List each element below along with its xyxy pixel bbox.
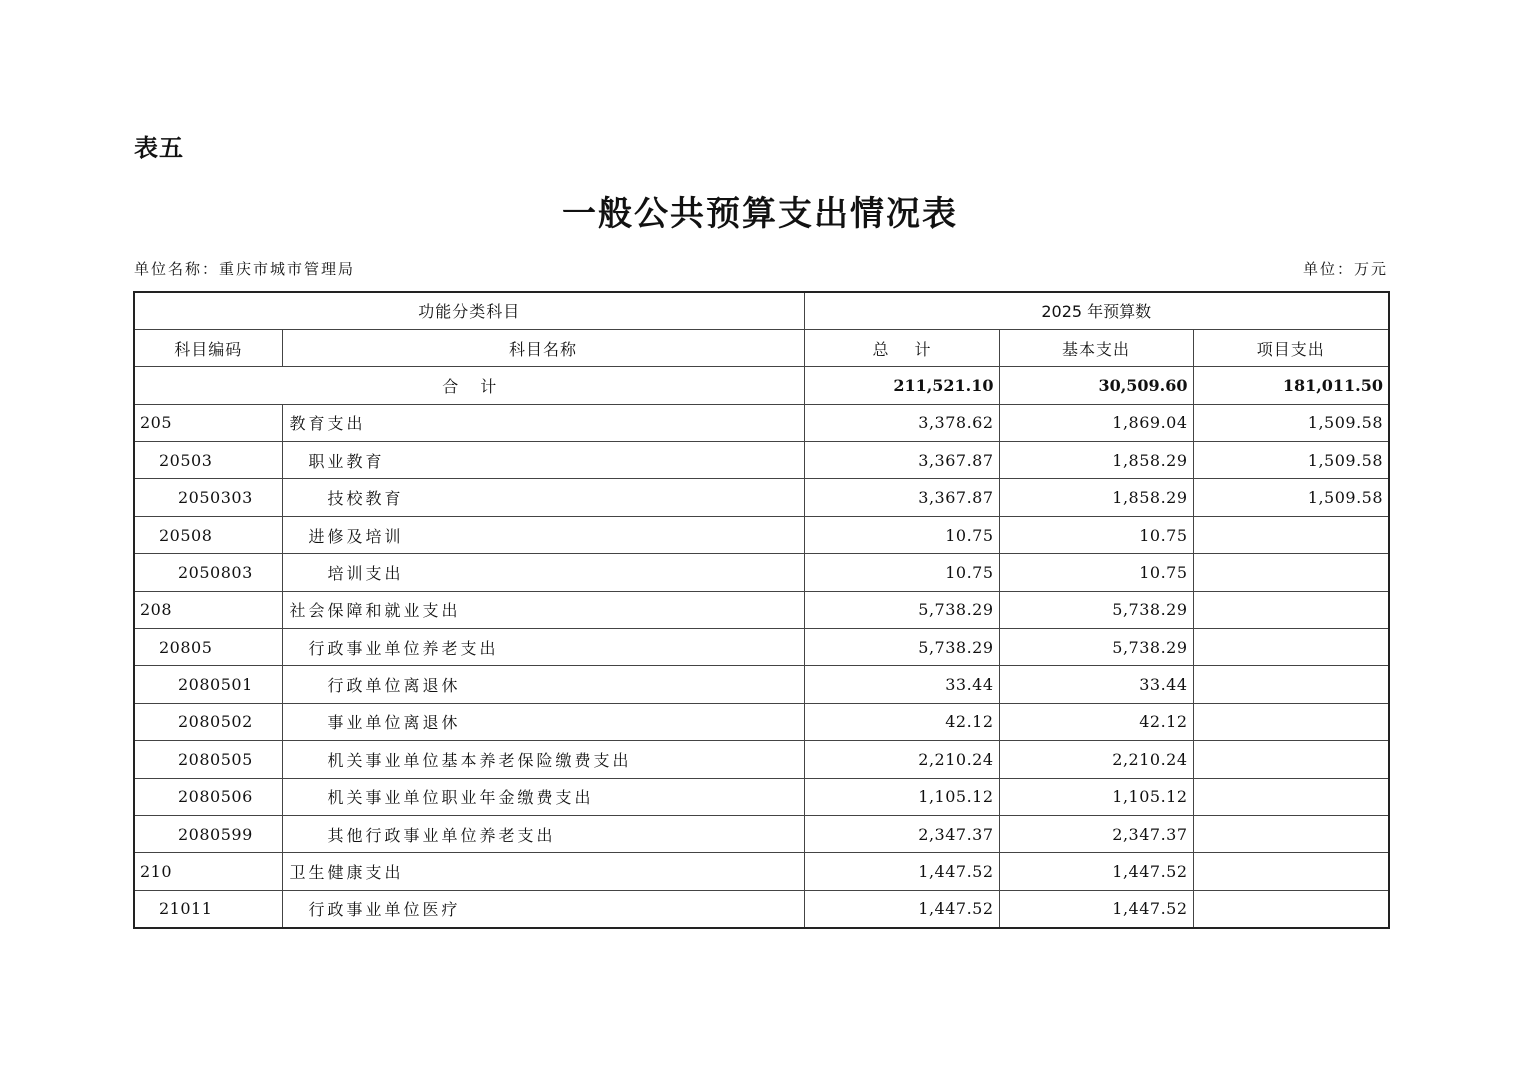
row-project: 1,509.58	[1193, 479, 1389, 516]
header-total-part1: 总	[872, 339, 889, 359]
header-project: 项目支出	[1193, 329, 1389, 366]
row-total: 1,447.52	[804, 890, 999, 927]
row-project	[1193, 890, 1389, 927]
table-row	[134, 853, 1389, 890]
row-basic: 10.75	[999, 554, 1193, 591]
table-row	[134, 479, 1389, 516]
total-sum: 211,521.10	[804, 367, 999, 404]
table-row	[134, 741, 1389, 778]
row-total: 33.44	[804, 666, 999, 703]
header-basic: 基本支出	[999, 329, 1193, 366]
row-code: 2080506	[134, 778, 282, 815]
row-name: 培训支出	[282, 554, 804, 591]
table-row	[134, 554, 1389, 591]
row-name: 其他行政事业单位养老支出	[282, 815, 804, 852]
row-name: 行政事业单位医疗	[282, 890, 804, 927]
row-project	[1193, 741, 1389, 778]
row-total: 1,447.52	[804, 853, 999, 890]
row-total: 3,367.87	[804, 442, 999, 479]
total-row	[134, 367, 1389, 404]
header-name: 科目名称	[282, 329, 804, 366]
row-code: 2080501	[134, 666, 282, 703]
row-total: 5,738.29	[804, 629, 999, 666]
row-total: 10.75	[804, 516, 999, 553]
row-basic: 1,858.29	[999, 479, 1193, 516]
row-name: 事业单位离退休	[282, 703, 804, 740]
row-code: 210	[134, 853, 282, 890]
table-row	[134, 442, 1389, 479]
row-code: 20508	[134, 516, 282, 553]
table-row	[134, 890, 1389, 927]
row-project	[1193, 554, 1389, 591]
meta-row	[134, 258, 1388, 280]
row-basic: 1,447.52	[999, 890, 1193, 927]
total-project: 181,011.50	[1193, 367, 1389, 404]
row-code: 20805	[134, 629, 282, 666]
row-project: 1,509.58	[1193, 404, 1389, 441]
row-name: 卫生健康支出	[282, 853, 804, 890]
row-basic: 5,738.29	[999, 629, 1193, 666]
unit-label: 单位：万元	[1302, 260, 1388, 278]
row-code: 2080502	[134, 703, 282, 740]
row-total: 1,105.12	[804, 778, 999, 815]
row-project	[1193, 629, 1389, 666]
row-total: 10.75	[804, 554, 999, 591]
row-total: 42.12	[804, 703, 999, 740]
table-row	[134, 516, 1389, 553]
row-project: 1,509.58	[1193, 442, 1389, 479]
row-project	[1193, 778, 1389, 815]
header-row-2	[134, 329, 1389, 366]
row-project	[1193, 815, 1389, 852]
row-name: 行政单位离退休	[282, 666, 804, 703]
table-row	[134, 629, 1389, 666]
row-basic: 2,210.24	[999, 741, 1193, 778]
row-name: 进修及培训	[282, 516, 804, 553]
row-total: 2,347.37	[804, 815, 999, 852]
table-label: 表五	[134, 134, 184, 162]
table-row	[134, 815, 1389, 852]
table-row	[134, 703, 1389, 740]
table-row	[134, 778, 1389, 815]
row-basic: 1,869.04	[999, 404, 1193, 441]
row-code: 2080505	[134, 741, 282, 778]
unit-name: 单位名称：重庆市城市管理局	[134, 260, 356, 278]
row-name: 职业教育	[282, 442, 804, 479]
row-total: 2,210.24	[804, 741, 999, 778]
row-basic: 10.75	[999, 516, 1193, 553]
row-total: 5,738.29	[804, 591, 999, 628]
row-basic: 2,347.37	[999, 815, 1193, 852]
row-name: 技校教育	[282, 479, 804, 516]
total-basic: 30,509.60	[999, 367, 1193, 404]
budget-table	[133, 291, 1390, 929]
header-row-1	[134, 292, 1389, 329]
row-code: 21011	[134, 890, 282, 927]
total-label-part1: 合	[442, 376, 459, 396]
row-basic: 42.12	[999, 703, 1193, 740]
row-project	[1193, 591, 1389, 628]
row-name: 教育支出	[282, 404, 804, 441]
row-basic: 5,738.29	[999, 591, 1193, 628]
row-code: 2080599	[134, 815, 282, 852]
table-row	[134, 591, 1389, 628]
total-label-part2: 计	[480, 376, 497, 396]
header-total-part2: 计	[914, 339, 931, 359]
table-row	[134, 404, 1389, 441]
header-code: 科目编码	[134, 329, 282, 366]
row-project	[1193, 853, 1389, 890]
page-title: 一般公共预算支出情况表	[562, 194, 958, 234]
row-name: 行政事业单位养老支出	[282, 629, 804, 666]
row-name: 机关事业单位职业年金缴费支出	[282, 778, 804, 815]
row-code: 208	[134, 591, 282, 628]
row-code: 205	[134, 404, 282, 441]
row-code: 20503	[134, 442, 282, 479]
row-total: 3,378.62	[804, 404, 999, 441]
row-basic: 1,105.12	[999, 778, 1193, 815]
row-name: 社会保障和就业支出	[282, 591, 804, 628]
total-label	[134, 367, 804, 404]
row-project	[1193, 703, 1389, 740]
header-functional-category: 功能分类科目	[134, 292, 804, 329]
row-project	[1193, 666, 1389, 703]
row-name: 机关事业单位基本养老保险缴费支出	[282, 741, 804, 778]
header-budget-year: 2025 年预算数	[804, 292, 1389, 329]
row-basic: 1,447.52	[999, 853, 1193, 890]
row-code: 2050803	[134, 554, 282, 591]
row-basic: 1,858.29	[999, 442, 1193, 479]
header-total	[804, 329, 999, 366]
row-code: 2050303	[134, 479, 282, 516]
row-project	[1193, 516, 1389, 553]
row-total: 3,367.87	[804, 479, 999, 516]
table-row	[134, 666, 1389, 703]
row-basic: 33.44	[999, 666, 1193, 703]
